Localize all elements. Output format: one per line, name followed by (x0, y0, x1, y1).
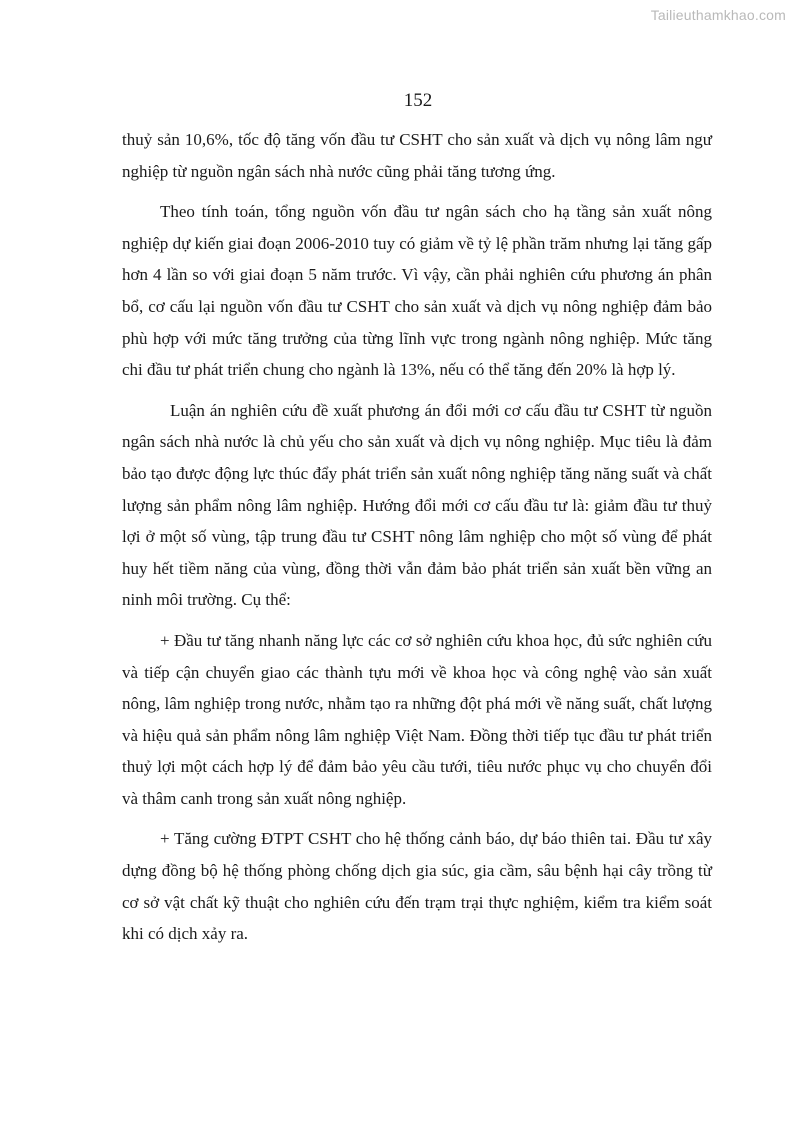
paragraph-continuation: thuỷ sản 10,6%, tốc độ tăng vốn đầu tư CSHT cho sản xuất và dịch vụ nông lâm ngư nghiệp từ nguồn ngân sách nhà nước cũng phải tăng tương ứng. (122, 130, 712, 181)
page-number: 152 (403, 90, 433, 111)
paragraph-bullet-warning: + Tăng cường ĐTPT CSHT cho hệ thống cảnh báo, dự báo thiên tai. Đầu tư xây dựng đồng bộ hệ thống phòng chống dịch gia súc, gia cầm, sâu bệnh hại cây trồng từ cơ sở vật chất kỹ thuật cho nghiên cứu đến trạm trại thực nghiệm, kiểm tra kiểm soát khi có dịch xảy ra. (122, 829, 712, 944)
paragraph-calculation: Theo tính toán, tổng nguồn vốn đầu tư ngân sách cho hạ tầng sản xuất nông nghiệp dự kiến giai đoạn 2006-2010 tuy có giảm về tỷ lệ phần trăm nhưng lại tăng gấp hơn 4 lần so với giai đoạn 5 năm trước. Vì vậy, cần phải nghiên cứu phương án phân bổ, cơ cấu lại nguồn vốn đầu tư CSHT cho sản xuất và dịch vụ nông nghiệp đảm bảo phù hợp với mức tăng trưởng của từng lĩnh vực trong ngành nông nghiệp. Mức tăng chi đầu tư phát triển chung cho ngành là 13%, nếu có thể tăng đến 20% là hợp lý. (122, 202, 712, 380)
document-body (122, 124, 712, 959)
paragraph-proposal: Luận án nghiên cứu đề xuất phương án đổi mới cơ cấu đầu tư CSHT từ nguồn ngân sách nhà nước là chủ yếu cho sản xuất và dịch vụ nông nghiệp. Mục tiêu là đảm bảo tạo được động lực thúc đẩy phát triển sản xuất nông nghiệp tăng năng suất và chất lượng sản phẩm nông lâm nghiệp. Hướng đổi mới cơ cấu đầu tư là: giảm đầu tư thuỷ lợi ở một số vùng, tập trung đầu tư CSHT nông lâm nghiệp cho một số vùng để phát huy hết tiềm năng của vùng, đồng thời vẫn đảm bảo phát triển sản xuất bền vững an ninh môi trường. Cụ thể: (122, 400, 712, 610)
paragraph-bullet-research: + Đầu tư tăng nhanh năng lực các cơ sở nghiên cứu khoa học, đủ sức nghiên cứu và tiếp cận chuyển giao các thành tựu mới về khoa học và công nghệ vào sản xuất nông, lâm nghiệp trong nước, nhằm tạo ra những đột phá mới về năng suất, chất lượng và hiệu quả sản phẩm nông lâm nghiệp Việt Nam. Đồng thời tiếp tục đầu tư phát triển thuỷ lợi một cách hợp lý để đảm bảo yêu cầu tưới, tiêu nước phục vụ cho chuyển đổi và thâm canh trong sản xuất nông nghiệp. (122, 630, 712, 808)
watermark-text: Tailieuthamkhao.com (650, 7, 786, 23)
